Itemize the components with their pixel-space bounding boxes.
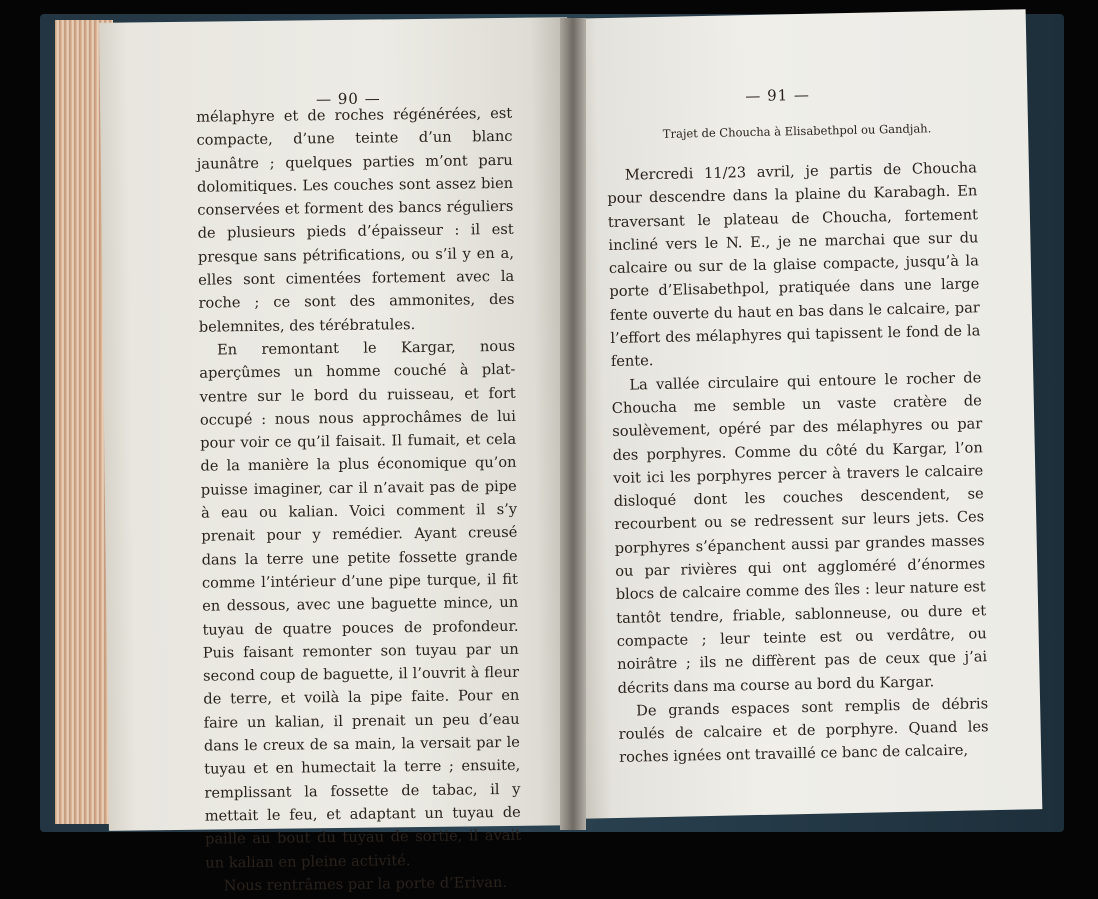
left-page [99,17,577,895]
page-number-right: — 91 — [745,85,811,106]
right-page [564,9,1043,819]
section-heading: Trajet de Choucha à Elisabethpol ou Gandjah. [662,121,932,141]
book-gutter [560,18,586,830]
page-number-left: — 90 — [315,89,381,109]
left-page-text [196,102,522,898]
left-paragraph-3: Nous rentrâmes par la porte d’Erivan. [223,873,508,895]
right-paragraph-3: De grands espaces sont remplis de débris roulés de calcaire et de porphyre. Quand les roches ignées ont travaillé ce banc de calcaire, [618,695,989,767]
left-paragraph-1: mélaphyre et de roches régénérées, est compacte, d’une teinte d’un blanc jaunâtre ; quelques parties m’ont paru dolomitiques. Les couches sont assez bien conservées et forment des bancs réguliers de plusieurs pieds d’épaisseur : il est presque sans pétrifications, ou s’il y en a, elles sont cimentées fortement avec la roche ; ce sont des ammonites, des belemnites, des térébratules. [196,104,515,336]
left-paragraph-2: En remontant le Kargar, nous aperçûmes un homme couché à plat-ventre sur le bord du ruisseau, et fort occupé : nous nous approchâmes de lui pour voir ce qu’il faisait. Il fumait, et cela de la manière la plus économique qu’on puisse imaginer, car il n’avait pas de pipe à eau ou kalian. Voici comment il s’y prenait pour y remédier. Ayant creusé dans la terre une petite fossette grande comme l’intérieur d’une pipe turque, il fit en dessous, avec une baguette mince, un tuyau de quatre pouces de profondeur. Puis faisant remonter son tuyau par un second coup de baguette, il l’ouvrit à fleur de terre, et voilà la pipe faite. Pour en faire un kalian, il prenait un peu d’eau dans le creux de sa main, la versait par le tuyau et en humectait la terre ; ensuite, remplissant la fossette de tabac, il y mettait le feu, et adaptant un tuyau de paille au bout du tuyau de sortie, il avait un kalian en pleine activité. [199,337,522,872]
right-page-text [607,156,990,769]
right-paragraph-2: La vallée circulaire qui entoure le rocher de Choucha me semble un vaste cratère de soulèvement, opéré par des mélaphyres ou par des porphyres. Comme du côté du Kargar, l’on voit ici les porphyres percer à travers le calcaire disloqué dont les couches descendent, se recourbent ou se redressent sur leurs jets. Ces porphyres s’épanchent aussi par grandes masses ou par rivières qui ont aggloméré d’énormes blocs de calcaire comme des îles : leur nature est tantôt tendre, friable, sablonneuse, ou dure et compacte ; leur teinte est ou verdâtre, ou noirâtre ; ils ne diffèrent pas de ceux que j’ai décrits dans ma course au bord du Kargar. [611,368,988,697]
right-paragraph-1: Mercredi 11/23 avril, je partis de Choucha pour descendre dans la plaine du Karabagh. En traversant le plateau de Choucha, fortement incliné vers le N. E., je ne marchai que sur du calcaire ou sur de la glaise compacte, jusqu’à la porte d’Elisabethpol, pratiquée dans une large fente ouverte du haut en bas dans le calcaire, par l’effort des mélaphyres qui tapissent le fond de la fente. [607,159,981,371]
